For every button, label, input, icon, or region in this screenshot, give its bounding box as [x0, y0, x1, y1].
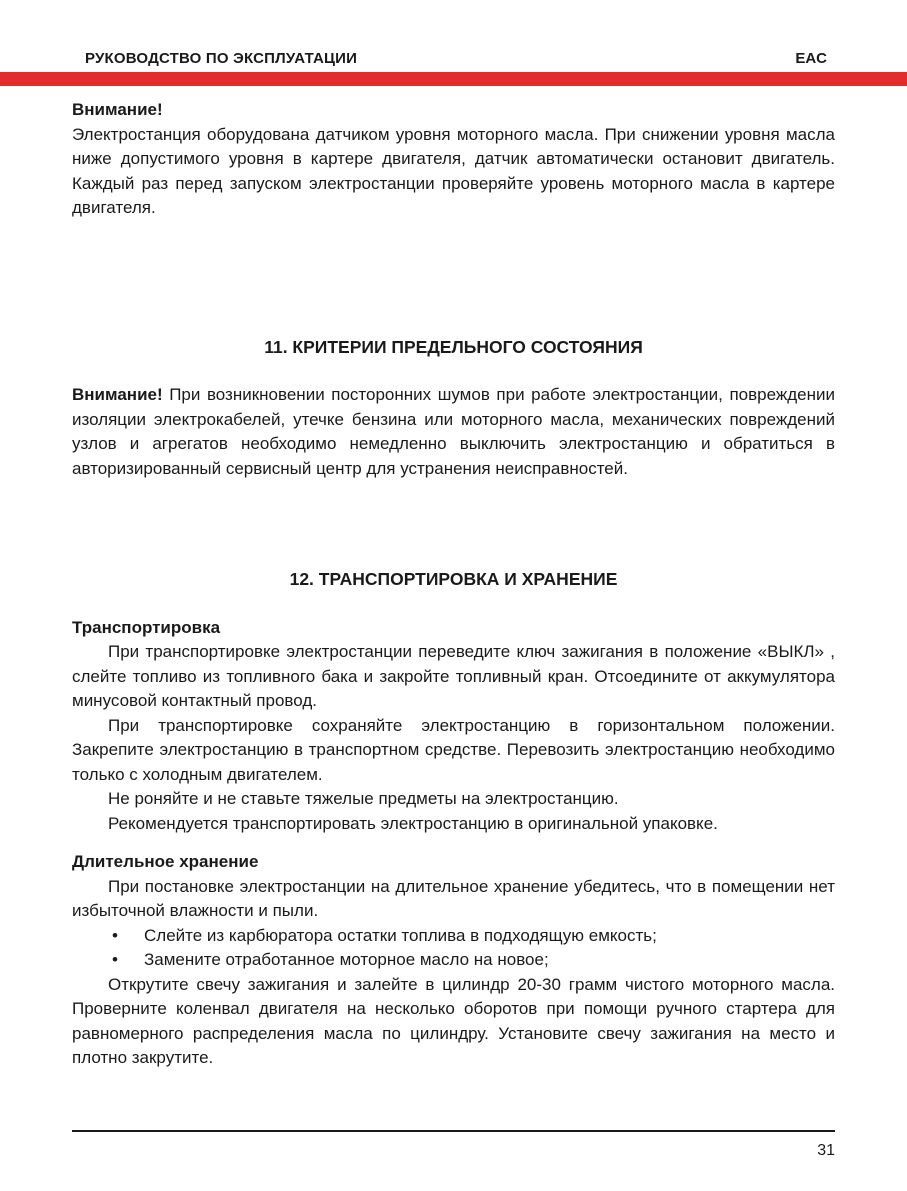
transport-paragraph-3: Не роняйте и не ставьте тяжелые предметы на электростанцию. [108, 789, 619, 808]
storage-paragraph-2: Открутите свечу зажигания и залейте в цилиндр 20-30 грамм чистого моторного масла. Проверните коленвал двигателя на несколько оборотов при помощи ручного стартера для равномерного распределения масла по цилиндру. Установите свечу зажигания на место и плотно закрутите. [72, 974, 835, 1067]
attention-heading: Внимание! [72, 100, 163, 119]
list-item-text: Слейте из карбюратора остатки топлива в подходящую емкость; [144, 925, 657, 945]
transport-heading: Транспортировка [72, 617, 221, 637]
eac-mark: EAC [795, 50, 827, 67]
attention-text: Электростанция оборудована датчиком уровня моторного масла. При снижении уровня масла ниже допустимого уровня в картере двигателя, датчик автоматически остановит двигатель. Каждый раз перед запуском электростанции проверяйте уровень моторного масла в картере двигателя. [72, 124, 835, 217]
bullet-icon: • [112, 925, 118, 945]
list-item-text: Замените отработанное моторное масло на новое; [144, 950, 549, 969]
transport-paragraph-2: При транспортировке сохраняйте электростанцию в горизонтальном положении. Закрепите электростанцию в транспортном средстве. Перевозить электростанцию необходимо только с холодным двигателем. [72, 715, 835, 784]
footer-divider [72, 1130, 835, 1132]
storage-heading: Длительное хранение [72, 852, 259, 871]
transport-paragraph-4: Рекомендуется транспортировать электростанцию в оригинальной упаковке. [108, 813, 718, 833]
transport-paragraph-1: При транспортировке электростанции переведите ключ зажигания в положение «ВЫКЛ» , слейте топливо из топливного бака и закройте топливный кран. Отсоедините от аккумулятора минусовой контактный провод. [72, 642, 835, 710]
section-11-text: При возникновении посторонних шумов при работе электростанции, повреждении изоляции электрокабелей, утечке бензина или моторного масла, механических повреждений узлов и агрегатов необходимо немедленно выключить электростанцию и обратиться в авторизированный сервисный центр для устранения неисправностей. [72, 385, 835, 478]
storage-paragraph-1: При постановке электростанции на длительное хранение убедитесь, что в помещении нет избыточной влажности и пыли. [72, 876, 835, 920]
page-content [72, 98, 835, 1071]
list-item [72, 948, 835, 973]
header-red-band [0, 72, 907, 86]
list-item [72, 924, 835, 949]
section-12-title: 12. ТРАНСПОРТИРОВКА И ХРАНЕНИЕ [289, 569, 618, 589]
bullet-icon: • [112, 950, 118, 969]
section-11-paragraph [72, 383, 835, 481]
section-11-lead: Внимание! [72, 385, 163, 404]
section-11-title: 11. КРИТЕРИИ ПРЕДЕЛЬНОГО СОСТОЯНИЯ [264, 336, 643, 357]
running-header-title: РУКОВОДСТВО ПО ЭКСПЛУАТАЦИИ [85, 50, 358, 67]
page-number: 31 [817, 1142, 835, 1159]
